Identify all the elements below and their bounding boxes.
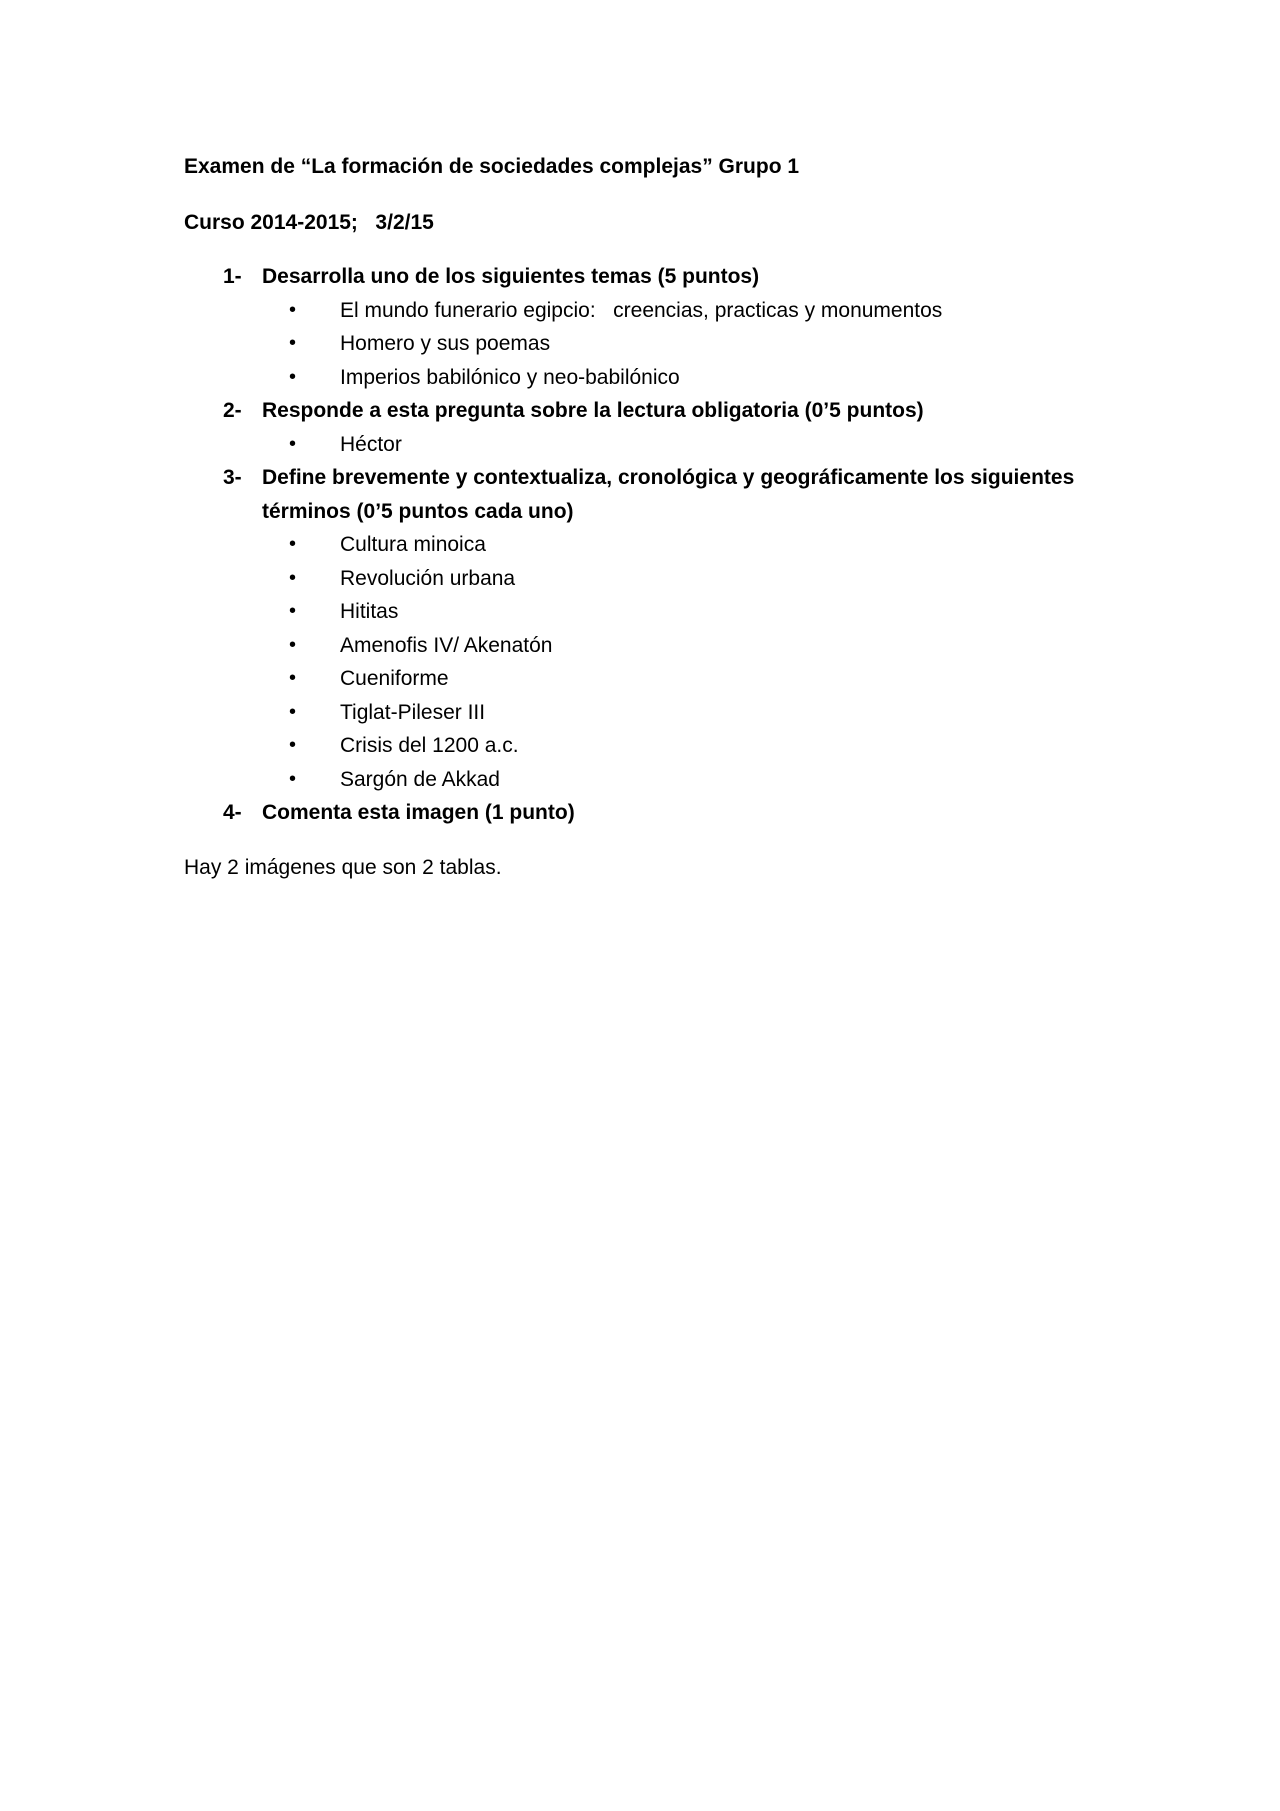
list-item — [262, 361, 1084, 395]
question-item — [184, 461, 1084, 796]
question-subitems — [262, 528, 1084, 796]
list-item — [262, 696, 1084, 730]
bullet-icon: • — [289, 767, 297, 790]
question-subitems — [262, 428, 1084, 462]
list-item-text: Cultura minoica — [340, 533, 486, 556]
bullet-icon: • — [289, 432, 297, 455]
list-item — [262, 327, 1084, 361]
list-item — [262, 763, 1084, 797]
list-item — [262, 528, 1084, 562]
list-item — [262, 562, 1084, 596]
list-item-text: Imperios babilónico y neo-babilónico — [340, 365, 680, 389]
bullet-icon: • — [289, 700, 297, 723]
bullet-icon: • — [289, 332, 297, 354]
list-item-text: Héctor — [340, 432, 402, 456]
bullet-icon: • — [289, 667, 297, 689]
question-item — [184, 260, 1084, 394]
question-list — [184, 260, 1084, 830]
list-item-text: Sargón de Akkad — [340, 767, 500, 791]
list-item-text: Revolución urbana — [340, 566, 516, 590]
question-item — [184, 394, 1084, 461]
bullet-icon: • — [289, 633, 297, 656]
bullet-icon: • — [289, 298, 297, 321]
list-item-text: Hititas — [340, 600, 399, 623]
question-number: 1- — [223, 265, 242, 288]
course-date: Curso 2014-2015; 3/2/15 — [184, 210, 434, 234]
question-text: Responde a esta pregunta sobre la lectura obligatoria (0’5 puntos) — [262, 399, 924, 422]
question-text: Define brevemente y contextualiza, cronológica y geográficamente los siguientes términos (0’5 puntos cada uno) — [262, 466, 1075, 523]
question-text: Desarrolla uno de los siguientes temas (5 puntos) — [262, 265, 760, 288]
list-item-text: Amenofis IV/ Akenatón — [340, 633, 553, 657]
list-item-text: El mundo funerario egipcio: creencias, practicas y monumentos — [340, 298, 943, 322]
bullet-icon: • — [289, 566, 297, 589]
exam-title: Examen de “La formación de sociedades complejas” Grupo 1 — [184, 155, 800, 178]
list-item-text: Cueniforme — [340, 667, 449, 690]
images-note: Hay 2 imágenes que son 2 tablas. — [184, 855, 502, 879]
list-item-text: Tiglat-Pileser III — [340, 700, 486, 724]
bullet-icon: • — [289, 533, 297, 555]
question-subitems — [262, 294, 1084, 395]
list-item-text: Crisis del 1200 a.c. — [340, 734, 519, 757]
list-item — [262, 294, 1084, 328]
question-number: 3- — [223, 466, 242, 489]
question-text: Comenta esta imagen (1 punto) — [262, 801, 575, 824]
question-number: 4- — [223, 801, 242, 824]
question-number: 2- — [223, 399, 242, 422]
list-item — [262, 595, 1084, 629]
question-item — [184, 796, 1084, 830]
bullet-icon: • — [289, 734, 297, 756]
list-item — [262, 729, 1084, 763]
document-content — [184, 150, 1084, 905]
list-item — [262, 428, 1084, 462]
list-item — [262, 629, 1084, 663]
list-item — [262, 662, 1084, 696]
bullet-icon: • — [289, 365, 297, 388]
list-item-text: Homero y sus poemas — [340, 332, 551, 355]
bullet-icon: • — [289, 600, 297, 622]
